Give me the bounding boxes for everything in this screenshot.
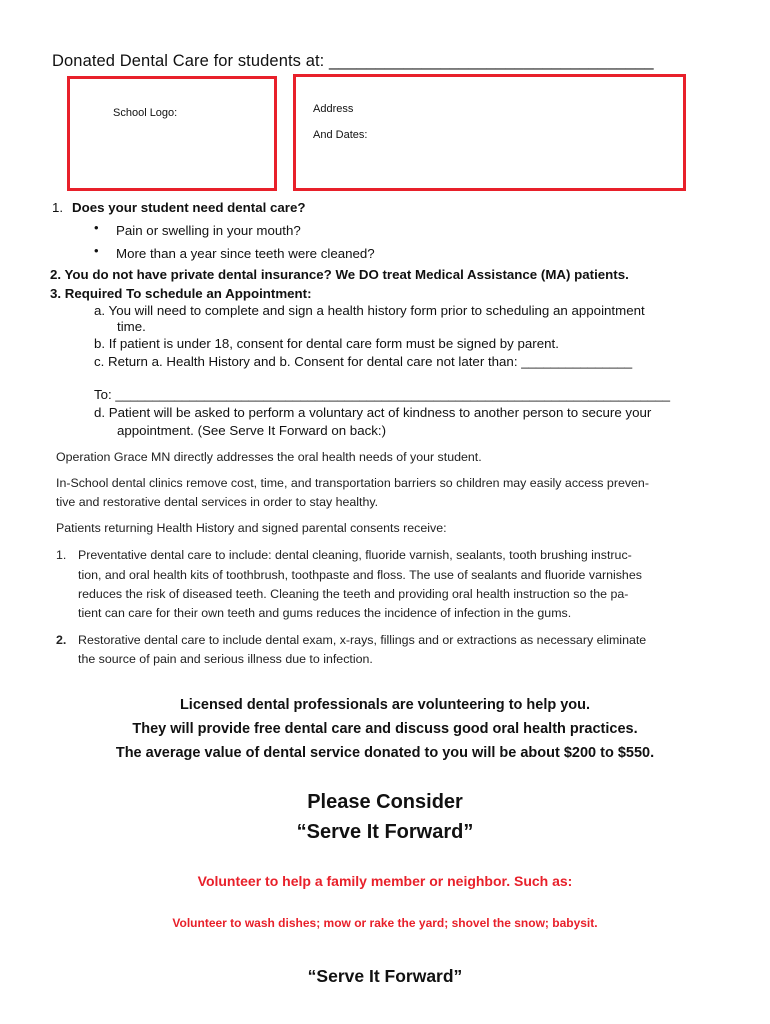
closing-line-1: Licensed dental professionals are volunteering to help you. [179,697,591,713]
section2-text: 2. You do not have private dental insurance? We DO treat Medical Assistance (MA) patients. [50,267,629,282]
list-item-1-line4: tient can care for their own teeth and gums reduces the incidence of infection in the gums. [78,606,572,620]
form-title: Donated Dental Care for students at: ___________________________________ [52,52,654,70]
list-item-2-number: 2. [56,633,67,647]
section3-heading: 3. Required To schedule an Appointment: [50,286,312,301]
list-item-1: Preventative dental care to include: dental cleaning, fluoride varnish, sealants, tooth brushing instruc- [78,548,632,562]
section1-bullet-1: Pain or swelling in your mouth? [116,223,301,238]
section3-item-a-cont: time. [117,319,146,334]
section3-item-c: c. Return a. Health History and b. Consent for dental care not later than: _______________ [94,354,633,369]
address-label: Address [313,103,354,115]
body-paragraph-2: In-School dental clinics remove cost, time, and transportation barriers so children may easily access preven- [56,476,649,490]
body-paragraph-2-cont: tive and restorative dental services in order to stay healthy. [56,495,379,509]
list-item-2-line2: the source of pain and serious illness due to infection. [78,652,373,666]
dates-label: And Dates: [313,129,368,141]
section3-item-d-cont: appointment. (See Serve It Forward on back:) [117,423,387,438]
serve-heading-1: Please Consider [307,791,463,813]
closing-line-3: The average value of dental service donated to you will be about $200 to $550. [115,745,655,761]
section3-to-line: To: ___________________________________________________________________________ [94,387,671,402]
volunteer-callout: Volunteer to help a family member or neighbor. Such as: [197,873,573,889]
section3-item-a: a. You will need to complete and sign a health history form prior to scheduling an appointment [94,303,645,318]
list-item-1-line2: tion, and oral health kits of toothbrush, toothpaste and floss. The use of sealants and fluoride varnishes [78,568,642,582]
section1-number: 1. [52,200,64,215]
school-logo-box [67,76,277,191]
serve-footer: “Serve It Forward” [307,966,463,986]
section1-bullet-2: More than a year since teeth were cleaned? [116,246,375,261]
bullet-icon: • [94,220,99,235]
list-item-1-number: 1. [56,548,67,562]
section3-item-d: d. Patient will be asked to perform a voluntary act of kindness to another person to secure your [94,405,652,420]
volunteer-examples: Volunteer to wash dishes; mow or rake the yard; shovel the snow; babysit. [172,916,598,930]
bullet-icon: • [94,243,99,258]
body-paragraph-3: Patients returning Health History and signed parental consents receive: [56,521,447,535]
list-item-2: Restorative dental care to include dental exam, x-rays, fillings and or extractions as necessary eliminate [78,633,647,647]
serve-heading-2: “Serve It Forward” [296,821,474,843]
list-item-1-line3: reduces the risk of diseased teeth. Cleaning the teeth and providing oral health instruction so the pa- [78,587,629,601]
section1-question: Does your student need dental care? [72,200,306,215]
body-paragraph-1: Operation Grace MN directly addresses the oral health needs of your student. [56,450,482,464]
section3-item-b: b. If patient is under 18, consent for dental care form must be signed by parent. [94,336,559,351]
closing-line-2: They will provide free dental care and discuss good oral health practices. [132,721,638,737]
school-logo-label: School Logo: [113,107,178,119]
